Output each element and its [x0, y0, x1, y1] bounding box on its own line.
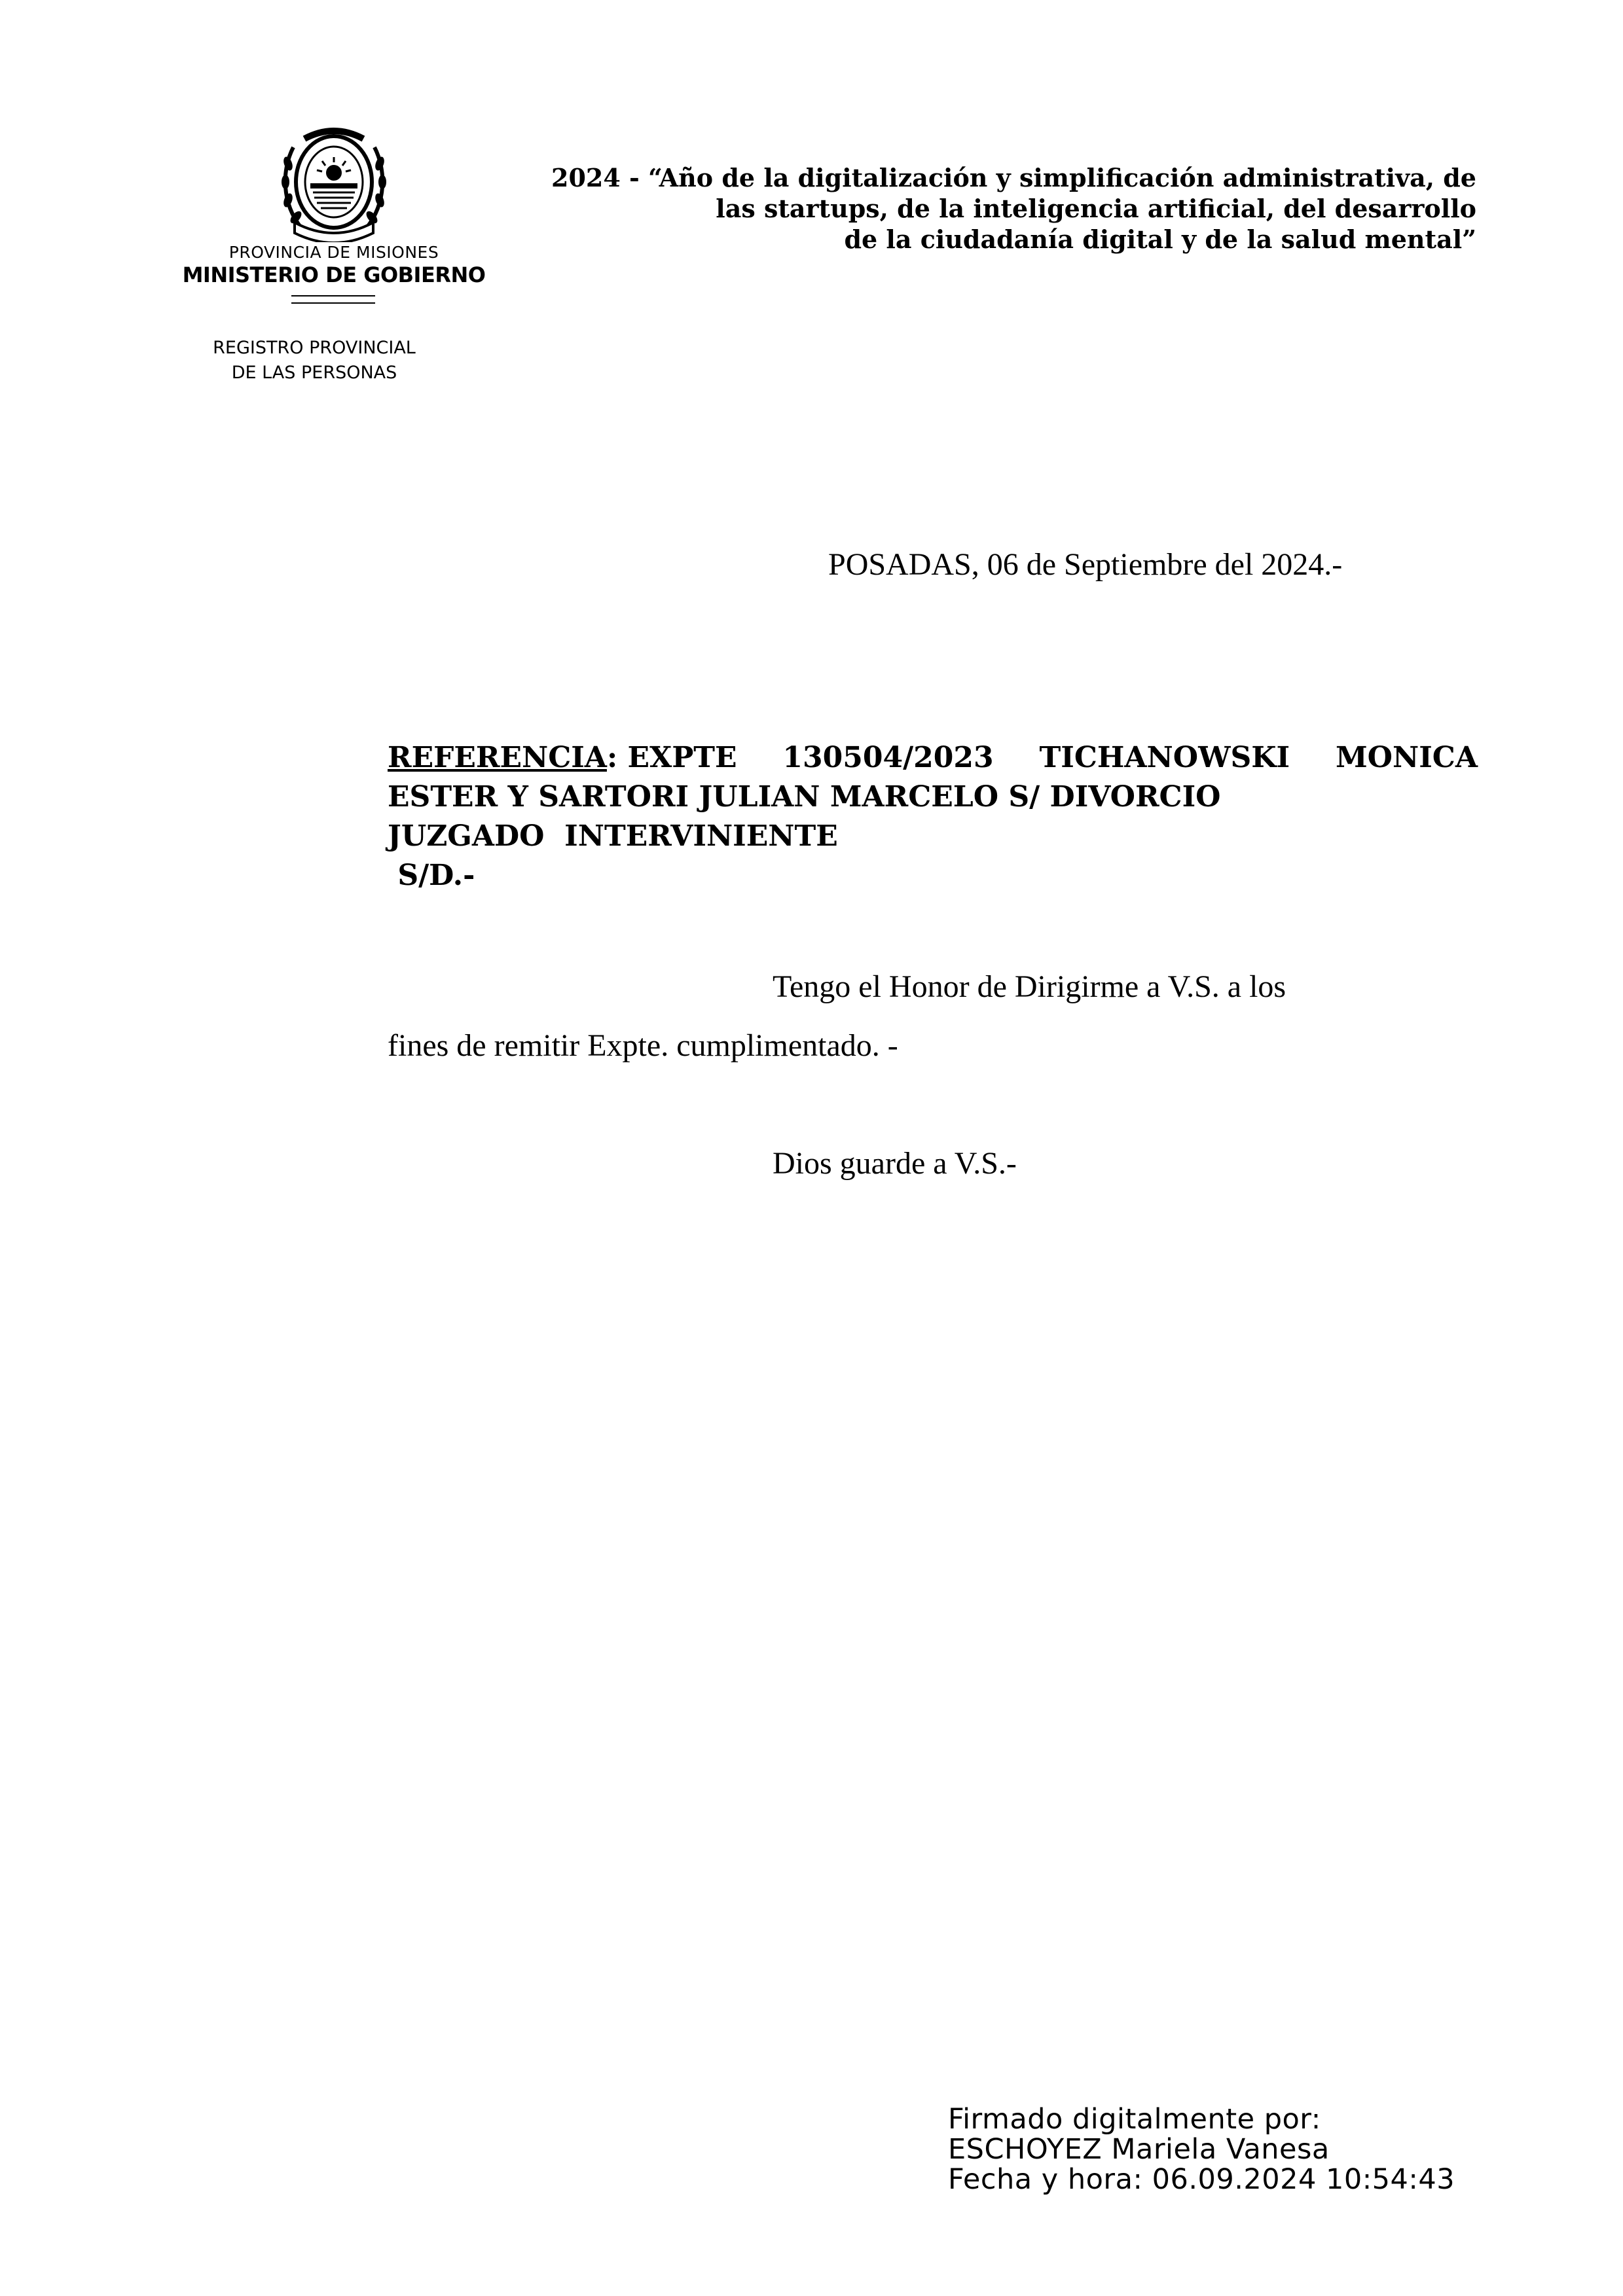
- province-name: PROVINCIA DE MISIONES: [228, 243, 439, 262]
- motto-line: las startups, de la inteligencia artificial, del desarrollo: [716, 194, 1476, 223]
- digital-signature: [948, 2104, 1455, 2195]
- reference-name-1: TICHANOWSKI: [1039, 741, 1290, 774]
- reference-block: [388, 738, 1478, 895]
- registry-line-2: DE LAS PERSONAS: [231, 363, 397, 383]
- reference-line-2: ESTER Y SARTORI JULIAN MARCELO S/ DIVORCIO: [388, 780, 1221, 814]
- motto-line: 2024 - “Año de la digitalización y simplificación administrativa, de: [551, 163, 1476, 192]
- signature-line-3: Fecha y hora: 06.09.2024 10:54:43: [948, 2163, 1455, 2196]
- motto-line: de la ciudadanía digital y de la salud mental”: [844, 224, 1476, 254]
- year-motto: [471, 162, 1476, 255]
- reference-colon: :: [606, 741, 618, 774]
- body-line-1: Tengo el Honor de Dirigirme a V.S. a los: [773, 969, 1286, 1004]
- reference-line-4: S/D.-: [388, 859, 475, 892]
- reference-name-2: MONICA: [1335, 741, 1478, 774]
- reference-number: 130504/2023: [782, 741, 994, 774]
- provincial-seal-icon: [275, 124, 393, 242]
- closing-line: Dios guarde a V.S.-: [773, 1146, 1017, 1181]
- reference-expte: EXPTE: [627, 741, 737, 774]
- body-line-2: fines de remitir Expte. cumplimentado. -: [388, 1028, 898, 1063]
- date-line: POSADAS, 06 de Septiembre del 2024.-: [828, 547, 1343, 582]
- header-divider: [291, 295, 375, 296]
- signature-line-2: ESCHOYEZ Mariela Vanesa: [948, 2133, 1330, 2166]
- reference-label: REFERENCIA: [388, 741, 607, 774]
- registry-line-1: REGISTRO PROVINCIAL: [213, 338, 416, 358]
- signature-line-1: Firmado digitalmente por:: [948, 2103, 1321, 2136]
- reference-line-1: [388, 738, 1478, 778]
- reference-line-3: JUZGADO INTERVINIENTE: [388, 819, 838, 853]
- header-divider: [291, 302, 375, 304]
- ministry-name: MINISTERIO DE GOBIERNO: [182, 262, 486, 287]
